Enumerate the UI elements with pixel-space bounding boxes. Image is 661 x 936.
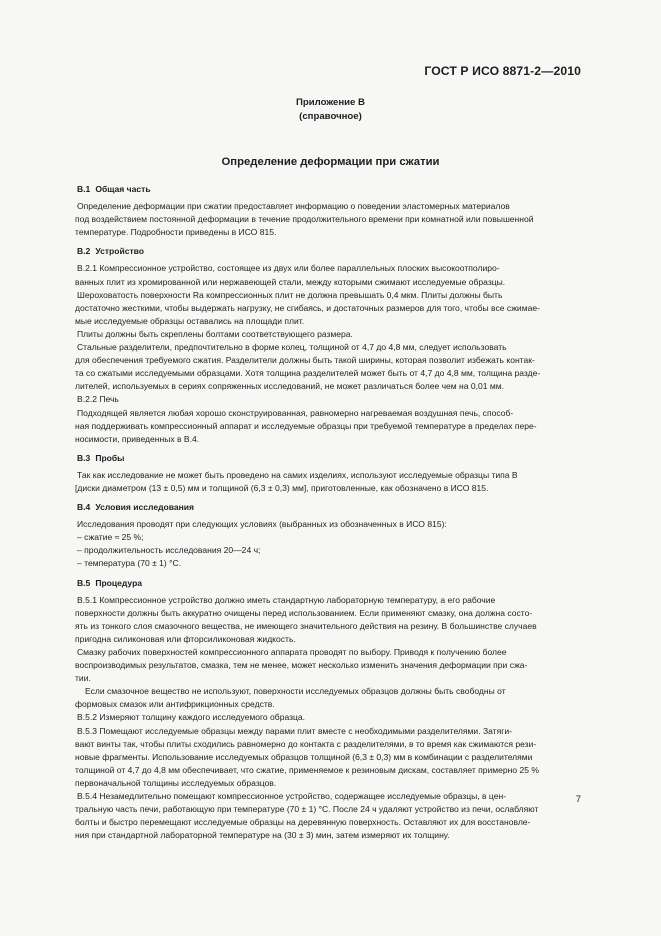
text-line: толщиной от 4,7 до 4,8 мм обеспечивает, что сжатие, применяемое к резиновым дискам, составляет примерно 25 % (75, 764, 540, 775)
text-line: В.2.1 Компрессионное устройство, состоящее из двух или более параллельных плоских высокоотполиро- (77, 263, 500, 274)
section-heading-b1 (75, 183, 581, 196)
text-line: Смазку рабочих поверхностей компрессионного аппарата проводят по выбору. Приводя к получению более (77, 647, 507, 657)
text-line: температуре. Подробности приведены в ИСО 815. (75, 227, 277, 238)
section-number: В.5 (77, 577, 91, 588)
text-line: для обеспечения требуемого сжатия. Разделители должны быть такой ширины, которая позволит избежать контак- (75, 355, 535, 366)
text-line: В.5.1 Компрессионное устройство должно иметь стандартную лабораторную температуру, а его рабочие (77, 594, 496, 605)
text-line: воспроизводимых результатов, смазка, тем не менее, может несколько изменить значения деформации при сжа- (75, 660, 528, 671)
list-item: – продолжительность исследования 20—24 ч; (77, 545, 261, 556)
page-number: 7 (575, 794, 581, 805)
text-line: тральную часть печи, работающую при температуре (70 ± 1) °С. После 24 ч удаляют устройство из печи, ослабляют (75, 804, 539, 815)
section-title: Устройство (95, 246, 145, 257)
section-b5-text (75, 594, 581, 843)
text-line: носимости, приведенных в В.4. (75, 433, 200, 444)
text-line: ния при стандартной лабораторной температуре на (30 ± 3) мин, затем измеряют их толщину. (75, 830, 450, 841)
section-number: В.1 (77, 184, 91, 194)
text-line: вают винты так, чтобы плиты сходились равномерно до контакта с разделителями, в то время как сжимаются рези- (75, 738, 537, 749)
list-item: – температура (70 ± 1) °С. (77, 558, 182, 569)
text-line: Стальные разделители, предпочтительно в форме колец, толщиной от 4,7 до 4,8 мм, следует использовать (77, 342, 507, 353)
section-number: В.3 (77, 452, 91, 463)
text-line: формовых смазок или антифрикционных средств. (75, 699, 275, 710)
text-line: новые фрагменты. Использование исследуемых образцов толщиной (6,3 ± 0,3) мм в комбинации с разделителями (75, 751, 533, 762)
text-line: мые исследуемые образцы оставались на площади плит. (75, 315, 305, 326)
section-number: В.2 (77, 246, 91, 257)
text-line: Определение деформации при сжатии предоставляет информацию о поведении эластомерных материалов (77, 201, 510, 212)
list-item: – сжатие ≈ 25 %; (77, 532, 144, 543)
text-line: та со сжатыми исследуемыми образцами. Хотя толщина разделителей может быть от 4,7 до 4,8 мм, толщина разде- (75, 368, 541, 379)
appendix-heading (0, 96, 661, 124)
subsection-heading: В.2.2 Печь (77, 394, 119, 405)
text-line: В.5.3 Помещают исследуемые образцы между парами плит вместе с необходимыми разделителями. Затяги- (77, 725, 512, 736)
text-line: достаточно жесткими, чтобы выдержать нагрузку, не сгибаясь, и достаточных размеров для того, чтобы все сжимае- (75, 302, 540, 313)
text-line: В.5.2 Измеряют толщину каждого исследуемого образца. (77, 712, 306, 723)
section-number: В.4 (77, 502, 91, 513)
section-title: Пробы (95, 452, 125, 463)
section-title: Условия исследования (95, 502, 195, 513)
text-line: пригодна силиконовая или фторсиликоновая жидкость. (75, 633, 296, 644)
text-line: Так как исследование не может быть проведено на самих изделиях, используют исследуемые образцы типа В (77, 469, 518, 480)
text-line: поверхности должны быть аккуратно очищены перед использованием. Если применяют смазку, она должна состо- (75, 607, 533, 618)
page-title: Определение деформации при сжатии (221, 156, 440, 168)
text-line: Шероховатость поверхности Ra компрессионных плит не должна превышать 0,4 мкм. Плиты должны быть (77, 289, 503, 300)
text-line: лителей, используемых в сериях сопряженных исследований, не может различаться более чем на 0,01 мм. (75, 381, 505, 392)
text-line: под воздействием постоянной деформации в течение продолжительного времени при комнатной или повышенной (75, 214, 534, 225)
text-line: Если смазочное вещество не используют, поверхности исследуемых образцов должны быть свободны от (85, 686, 506, 697)
text-line: Плиты должны быть скреплены болтами соответствующего размера. (77, 328, 353, 339)
text-line: В.5.4 Незамедлительно помещают компрессионное устройство, содержащее исследуемые образцы, в цен- (77, 791, 507, 802)
section-title: Общая часть (95, 184, 151, 194)
section-heading-b5 (75, 577, 581, 590)
text-line: болты и быстро перемещают исследуемые образцы на деревянную поверхность. Оставляют их для восстановле- (75, 817, 531, 828)
section-b2-text (75, 262, 581, 445)
text-line: Исследования проводят при следующих условиях (выбранных из обозначенных в ИСО 815): (77, 519, 447, 530)
section-heading-b4 (75, 501, 581, 514)
section-heading-b3 (75, 452, 581, 465)
section-b1-text (75, 200, 581, 239)
document-code: ГОСТ Р ИСО 8871-2—2010 (424, 64, 581, 78)
section-b4-text (75, 518, 581, 570)
text-line: [диски диаметром (13 ± 0,5) мм и толщиной (6,3 ± 0,3) мм], приготовленные, как обозначено в ИСО 815. (75, 482, 489, 493)
document-body (75, 181, 581, 842)
section-title: Процедура (95, 577, 143, 588)
appendix-title: Приложение В (296, 97, 365, 108)
text-line: ять из тонкого слоя смазочного вещества, не имеющего значительного действия на резину. В большинстве случаев (75, 620, 537, 631)
text-line: Подходящей является любая хорошо сконструированная, равномерно нагреваемая воздушная печь, способ- (77, 407, 514, 418)
text-line: тии. (75, 673, 91, 684)
text-line: ванных плит из хромированной или нержавеющей стали, между которыми сжимают исследуемые образцы. (75, 276, 506, 287)
section-b3-text (75, 469, 581, 495)
section-heading-b2 (75, 245, 581, 258)
text-line: ная поддерживать компрессионный аппарат и исследуемые образцы при требуемой температуре в пределах пере- (75, 420, 537, 431)
text-line: первоначальной толщины исследуемых образцов. (75, 777, 277, 788)
appendix-subtitle: (справочное) (299, 111, 362, 122)
